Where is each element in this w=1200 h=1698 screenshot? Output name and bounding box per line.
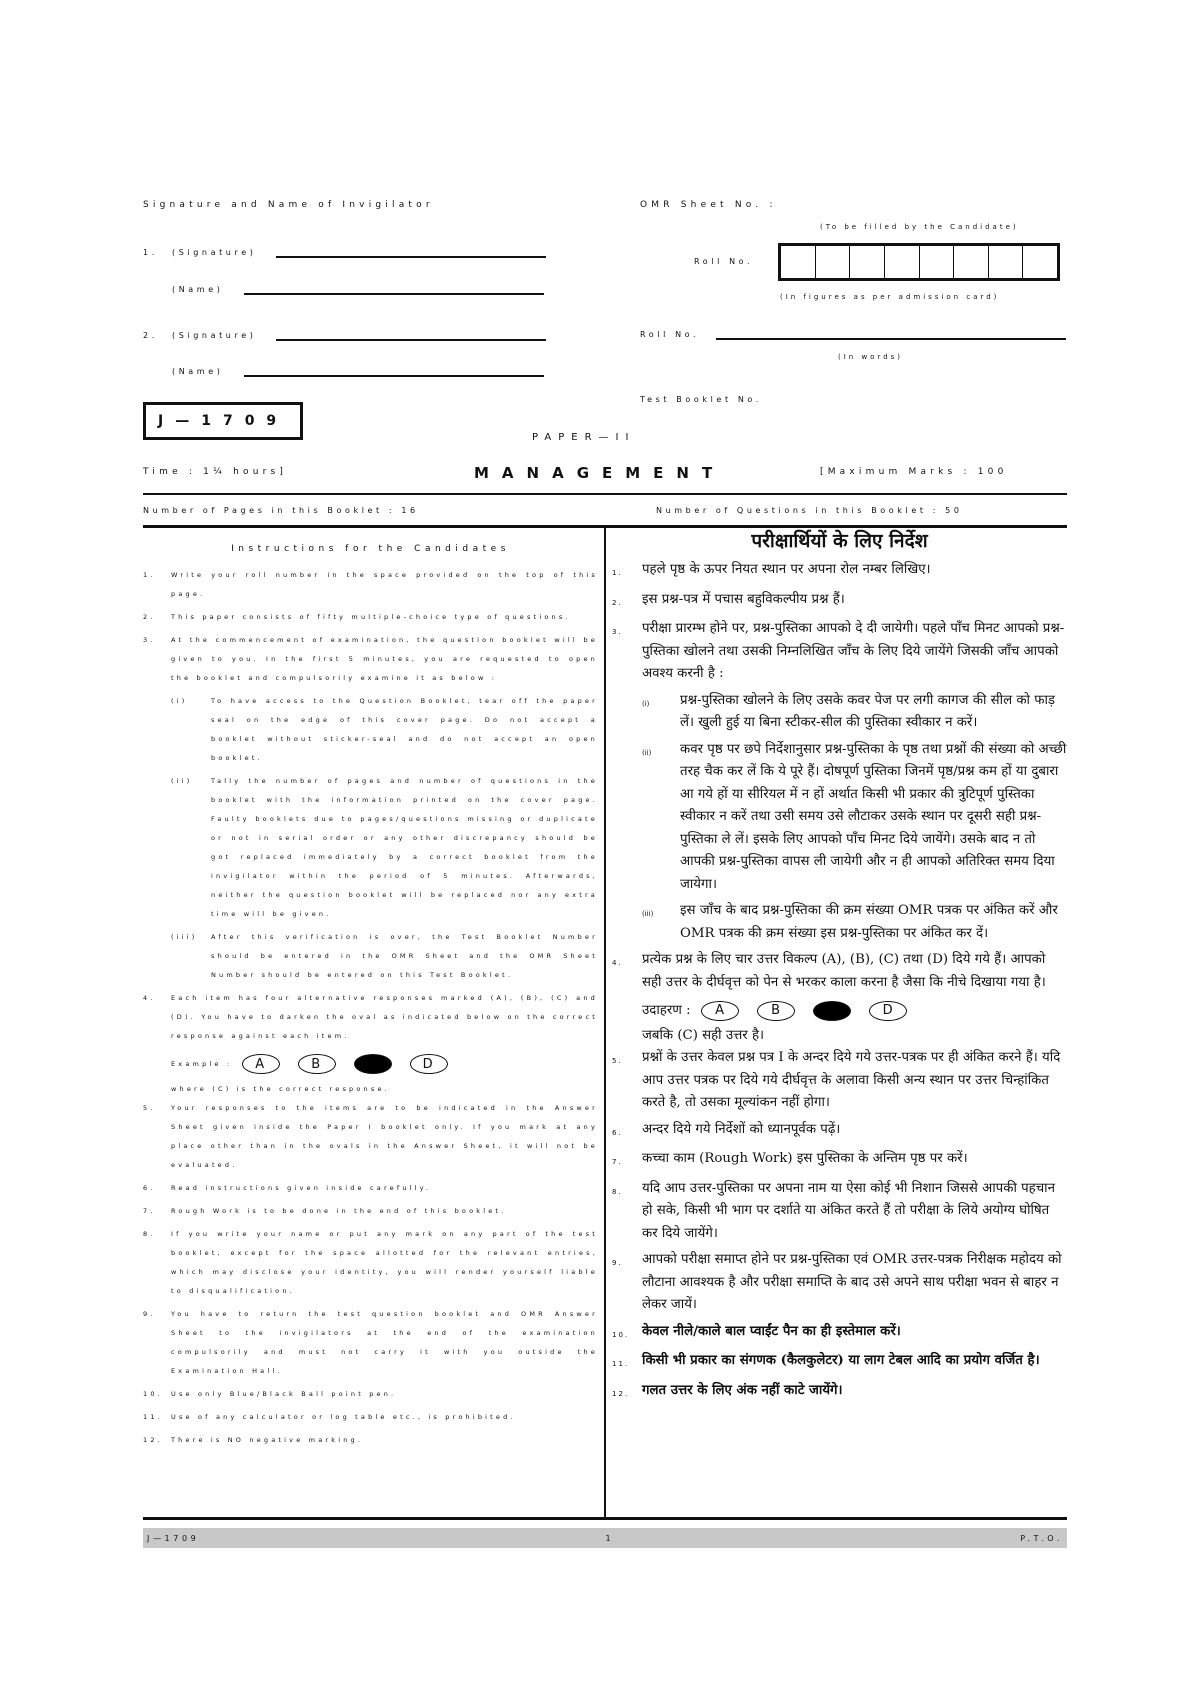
roll-words-note: (In words): [838, 353, 904, 361]
hindi-sub-instruction-text: प्रश्न-पुस्तिका खोलने के लिए उसके कवर पेज पर लगी कागज की सील को फाड़ लें। खुली हुई या बिना स्टीकर-सील की पुस्तिका स्वीकार न करें।: [680, 692, 1056, 730]
time-label: Time : 1¼ hours]: [143, 467, 288, 477]
english-instruction: [143, 1179, 598, 1198]
option-d-oval: D: [410, 1054, 448, 1074]
option-c-oval-filled: [354, 1054, 392, 1074]
english-instruction-number: 8.: [143, 1230, 156, 1238]
english-sub-instruction-number: (ii): [171, 777, 193, 785]
paper-label: PAPER—II: [532, 432, 636, 443]
hindi-instruction-text: गलत उत्तर के लिए अंक नहीं काटे जायेंगे।: [642, 1382, 843, 1398]
sig2-label: (Signature): [172, 331, 257, 340]
hindi-example-note: जबकि (C) सही उत्तर है।: [642, 1027, 765, 1043]
roll-figures-note: (In figures as per admission card): [780, 293, 1000, 301]
hindi-instruction: [612, 949, 1067, 994]
english-sub-instruction: [143, 928, 598, 985]
english-instruction-text: There is NO negative marking.: [171, 1436, 364, 1444]
english-instruction-text: This paper consists of fifty multiple-choice type of questions.: [171, 613, 571, 621]
english-instruction-number: 10.: [143, 1390, 163, 1398]
hindi-instruction-text: अन्दर दिये गये निर्देशों को ध्यानपूर्वक पढ़ें।: [642, 1121, 841, 1137]
page-footer: [143, 1528, 1067, 1548]
english-heading: Instructions for the Candidates: [231, 544, 510, 554]
hindi-instruction-text: यदि आप उत्तर-पुस्तिका पर अपना नाम या ऐसा कोई भी निशान जिससे आपकी पहचान हो सके, किसी भी भाग पर दर्शाते या अंकित करते हैं तो परीक्षा के लिये अयोग्य घोषित कर दिये जायेंगे।: [642, 1180, 1055, 1241]
hindi-instruction: [612, 1321, 1067, 1347]
footer-pto: P.T.O.: [1020, 1533, 1063, 1543]
test-booklet-label: Test Booklet No.: [640, 395, 762, 404]
hindi-instruction-number: 2.: [612, 598, 623, 607]
english-instruction-number: 5.: [143, 1104, 156, 1112]
english-instruction-text: At the commencement of examination, the question booklet will be given to you. In the first 5 minutes, you are requested to open the booklet and compulsorily examine it as below :: [171, 636, 598, 682]
hindi-sub-instruction: [612, 690, 1067, 735]
english-instruction-text: Write your roll number in the space provided on the top of this page.: [171, 571, 598, 598]
hindi-instructions: [612, 527, 1067, 1409]
hindi-instruction: [612, 618, 1067, 686]
hindi-sub-instruction: [612, 739, 1067, 897]
hindi-instruction: [612, 1249, 1067, 1317]
questions-count: Number of Questions in this Booklet : 50: [656, 506, 963, 515]
english-instruction-number: 1.: [143, 571, 156, 579]
english-instruction: [143, 566, 598, 604]
hindi-example: [612, 1000, 1067, 1023]
english-sub-instruction-number: (iii): [171, 933, 198, 941]
hindi-instruction-number: 10.: [612, 1330, 630, 1339]
roll-digit-box[interactable]: [920, 246, 955, 278]
hindi-instruction-text: आपको परीक्षा समाप्त होने पर प्रश्न-पुस्तिका एवं OMR उत्तर-पत्रक निरीक्षक महोदय को लौटाना आवश्यक है और परीक्षा समाप्ति के बाद उसे अपने साथ परीक्षा भवन से बाहर न लेकर जायें।: [642, 1252, 1062, 1312]
english-example-note-row: [143, 1080, 598, 1099]
english-instruction-number: 11.: [143, 1413, 163, 1421]
name1-label: (Name): [172, 285, 224, 294]
roll-number-boxes[interactable]: [778, 243, 1060, 281]
hindi-instruction-number: 3.: [612, 628, 623, 636]
hindi-sub-instruction-number: (ii): [642, 748, 652, 757]
english-sub-instruction-number: (i): [171, 697, 188, 705]
english-instruction: [143, 631, 598, 688]
body-bottom-rule: [143, 1517, 1067, 1520]
hindi-instruction-text: कच्चा काम (Rough Work) इस पुस्तिका के अन्तिम पृष्ठ पर करें।: [642, 1151, 968, 1166]
hindi-instruction-number: 1.: [612, 569, 623, 577]
roll-digit-box[interactable]: [954, 246, 989, 278]
hindi-instruction-number: 6.: [612, 1128, 623, 1137]
english-instruction: [143, 1225, 598, 1301]
hindi-instruction: [612, 1047, 1067, 1115]
sig1-label: (Signature): [172, 248, 257, 257]
hindi-instruction-number: 11.: [612, 1360, 630, 1368]
english-sub-instruction: [143, 692, 598, 768]
english-instruction-text: Your responses to the items are to be indicated in the Answer Sheet given inside the Paper I booklet only. If you mark at any place other than in the ovals in the Answer Sheet, it will not be evaluated.: [171, 1104, 598, 1169]
english-instruction-text: If you write your name or put any mark on any part of the test booklet, except for the space allotted for the relevant entries, which may disclose your identity, you will render yourself liable to disqualification.: [171, 1230, 598, 1295]
english-instruction-text: You have to return the test question booklet and OMR Answer Sheet to the invigilators at the end of the examination compulsorily and must not carry it with you outside the Examination Hall.: [171, 1310, 598, 1375]
hindi-sub-instruction-number: (iii): [642, 910, 654, 918]
hindi-instruction-text: पहले पृष्ठ के ऊपर नियत स्थान पर अपना रोल नम्बर लिखिए।: [642, 562, 931, 577]
invigilator-label: Signature and Name of Invigilator: [143, 200, 434, 210]
roll-digit-box[interactable]: [989, 246, 1024, 278]
english-instruction-text: Use only Blue/Black Ball point pen.: [171, 1390, 397, 1398]
option-b-oval: B: [298, 1054, 336, 1074]
option-a-oval: A: [242, 1054, 280, 1074]
hindi-instruction-text: प्रश्नों के उत्तर केवल प्रश्न पत्र I के अन्दर दिये गये उत्तर-पत्रक पर ही अंकित करने हैं। यदि आप उत्तर पत्रक पर दिये गये दीर्घवृत्त के अलावा किसी अन्य स्थान पर उत्तर चिन्हांकित करते है, तो उसका मूल्यांकन नहीं होगा।: [642, 1050, 1061, 1110]
hindi-instruction-text: प्रत्येक प्रश्न के लिए चार उत्तर विकल्प (A), (B), (C) तथा (D) दिये गये हैं। आपको सही उत्तर के दीर्घवृत्त को पेन से भरकर काला करना है जैसा कि नीचे दिखाया गया है।: [642, 952, 1046, 990]
roll-no-label: Roll No.: [694, 257, 754, 266]
hindi-instruction-number: 9.: [612, 1259, 623, 1267]
hindi-instruction-text: केवल नीले/काले बाल प्वाईंट पैन का ही इस्तेमाल करें।: [642, 1323, 901, 1339]
hindi-instruction: [612, 1119, 1067, 1145]
english-instruction-text: Each item has four alternative responses marked (A), (B), (C) and (D). You have to darken the oval as indicated below on the correct response against each item.: [171, 994, 598, 1040]
hindi-sub-instruction-number: (i): [642, 699, 650, 708]
sig1-num: 1.: [143, 248, 158, 257]
hindi-sub-instruction-text: इस जाँच के बाद प्रश्न-पुस्तिका की क्रम संख्या OMR पत्रक पर अंकित करें और OMR पत्रक की क्रम संख्या इस प्रश्न-पुस्तिका पर अंकित कर दें।: [680, 903, 1058, 941]
hindi-instruction: [612, 1380, 1067, 1406]
english-instruction-number: 9.: [143, 1310, 156, 1318]
english-example-label: Example :: [171, 1059, 233, 1068]
english-instruction-text: Rough Work is to be done in the end of this booklet.: [171, 1207, 507, 1215]
hindi-sub-instruction: [612, 900, 1067, 945]
name2-line[interactable]: [244, 375, 544, 377]
roll-digit-box[interactable]: [816, 246, 851, 278]
paper-code: J—1709: [158, 413, 289, 429]
english-sub-instruction: [143, 772, 598, 924]
option-d-oval: D: [869, 1001, 907, 1021]
roll-digit-box[interactable]: [1023, 246, 1057, 278]
hindi-sub-instruction-text: कवर पृष्ठ पर छपे निर्देशानुसार प्रश्न-पुस्तिका के पृष्ठ तथा प्रश्नों की संख्या को अच्छी तरह चैक कर लें कि ये पूरे हैं। दोषपूर्ण पुस्तिका जिनमें पृष्ठ/प्रश्न कम हों या दुबारा आ गये हों या सीरियल में न हों अर्थात किसी भी प्रकार की त्रुटिपूर्ण पुस्तिका स्वीकार न करें तथा उसी समय उसे लौटाकर उसके स्थान पर दूसरी सही प्रश्न-पुस्तिका ले लें। इसके लिए आपको पाँच मिनट दिये जायेंगे। उसके बाद न तो आपकी प्रश्न-पुस्तिका वापस ली जायेगी और न ही आपको अतिरिक्त समय दिया जायेगा।: [680, 741, 1067, 892]
hindi-instruction-text: परीक्षा प्रारम्भ होने पर, प्रश्न-पुस्तिका आपको दे दी जायेगी। पहले पाँच मिनट आपको प्रश्न-पुस्तिका खोलने तथा उसकी निम्नलिखित जाँच के लिए दिये जायेंगे जिसकी जाँच आपको अवश्य करनी है :: [642, 621, 1065, 681]
roll-words-line[interactable]: [716, 338, 1066, 340]
hindi-instruction-text: इस प्रश्न-पत्र में पचास बहुविकल्पीय प्रश्न हैं।: [642, 591, 845, 607]
english-sub-instruction-text: Tally the number of pages and number of questions in the booklet with the information printed on the cover page. Faulty booklets due to pages/questions missing or duplicate or not in serial order or any other discrepancy should be got replaced immediately by a correct booklet from the invigilator within the period of 5 minutes. Afterwards, neither the question booklet will be replaced nor any extra time will be given.: [211, 777, 598, 918]
english-instruction-number: 6.: [143, 1184, 156, 1192]
english-instruction: [143, 1202, 598, 1221]
english-instruction-number: 7.: [143, 1207, 156, 1215]
max-marks: [Maximum Marks : 100: [820, 467, 1008, 477]
subject-title: MANAGEMENT: [474, 464, 726, 482]
roll-digit-box[interactable]: [885, 246, 920, 278]
english-instruction-number: 4.: [143, 994, 156, 1002]
english-example-note: where (C) is the correct response.: [171, 1085, 390, 1093]
sig2-line[interactable]: [276, 339, 546, 341]
hindi-instruction-number: 4.: [612, 959, 623, 967]
sig1-line[interactable]: [276, 256, 546, 258]
english-instruction-text: Read instructions given inside carefully.: [171, 1184, 432, 1192]
hindi-example-note-row: [612, 1025, 1067, 1048]
omr-note: (To be filled by the Candidate): [820, 223, 1019, 231]
roll-digit-box[interactable]: [781, 246, 816, 278]
hindi-instruction-number: 5.: [612, 1057, 623, 1065]
hindi-example-options: [701, 1001, 907, 1021]
header-rule: [143, 493, 1067, 495]
english-instruction: [143, 1099, 598, 1175]
omr-label: OMR Sheet No. :: [640, 200, 777, 210]
english-instruction: [143, 1431, 598, 1450]
hindi-instruction-number: 7.: [612, 1158, 623, 1166]
column-divider: [604, 527, 606, 1517]
hindi-instruction: [612, 1350, 1067, 1376]
english-instruction: [143, 1408, 598, 1427]
footer-page-number: 1: [605, 1533, 615, 1543]
english-sub-instruction-text: After this verification is over, the Test Booklet Number should be entered in the OMR Sheet and the OMR Sheet Number should be entered on this Test Booklet.: [211, 933, 598, 979]
roll-digit-box[interactable]: [850, 246, 885, 278]
english-instruction: [143, 1385, 598, 1404]
hindi-instruction-text: किसी भी प्रकार का संगणक (कैलकुलेटर) या लाग टेबल आदि का प्रयोग वर्जित है।: [642, 1353, 1040, 1368]
hindi-instruction-number: 8.: [612, 1187, 623, 1196]
english-instruction-number: 12.: [143, 1436, 163, 1444]
english-instruction-text: Use of any calculator or log table etc., is prohibited.: [171, 1413, 516, 1421]
hindi-instruction: [612, 1148, 1067, 1174]
english-instruction-number: 3.: [143, 636, 156, 644]
paper-code-box: [143, 402, 303, 440]
sig2-num: 2.: [143, 331, 158, 340]
hindi-instruction: [612, 1178, 1067, 1246]
english-instructions: [143, 540, 598, 1454]
option-c-oval-filled: [813, 1001, 851, 1021]
hindi-instruction: [612, 589, 1067, 615]
roll-words-label: Roll No.: [640, 330, 700, 339]
english-example: [143, 1054, 598, 1074]
english-example-options: [242, 1054, 448, 1074]
hindi-instruction: [612, 559, 1067, 585]
english-instruction: [143, 608, 598, 627]
footer-code: J—1709: [147, 1533, 200, 1543]
name2-label: (Name): [172, 367, 224, 376]
pages-count: Number of Pages in this Booklet : 16: [143, 506, 419, 515]
hindi-example-label: उदाहरण :: [642, 1003, 691, 1018]
name1-line[interactable]: [244, 293, 544, 295]
option-b-oval: B: [757, 1001, 795, 1021]
option-a-oval: A: [701, 1001, 739, 1021]
hindi-instruction-number: 12.: [612, 1389, 630, 1398]
english-instruction: [143, 989, 598, 1046]
english-instruction-number: 2.: [143, 613, 156, 621]
english-instruction: [143, 1305, 598, 1381]
english-sub-instruction-text: To have access to the Question Booklet, tear off the paper seal on the edge of this cover page. Do not accept a booklet without sticker-seal and do not accept an open booklet.: [211, 697, 598, 762]
hindi-heading: परीक्षार्थियों के लिए निर्देश: [751, 530, 928, 552]
